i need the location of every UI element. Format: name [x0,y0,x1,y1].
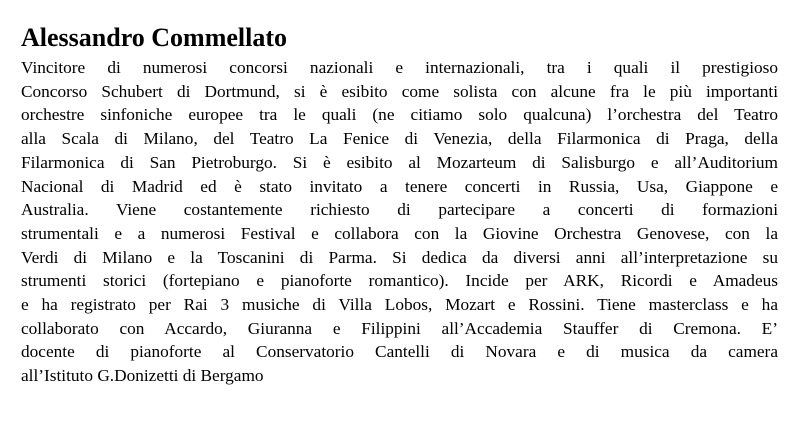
paragraph-line: alla Scala di Milano, del Teatro La Fenice di Venezia, della Filarmonica di Praga, della [21,129,778,149]
paragraph-line: Verdi di Milano e la Toscanini di Parma. Si dedica da diversi anni all’interpretazione su [21,247,778,267]
paragraph-line: Vincitore di numerosi concorsi nazionali e internazionali, tra i quali il prestigioso [21,58,778,77]
document-title: Alessandro Commellato [21,23,288,52]
paragraph-line: e ha registrato per Rai 3 musiche di Villa Lobos, Mozart e Rossini. Tiene masterclass e ha [21,295,778,315]
paragraph-line: Concorso Schubert di Dortmund, si è esibito come solista con alcune fra le più importanti [21,81,778,101]
paragraph-line: strumentali e a numerosi Festival e collabora con la Giovine Orchestra Genovese, con la [21,223,778,243]
paragraph-line: Australia. Viene costantemente richiesto di partecipare a concerti di formazioni [21,200,778,220]
paragraph-line: strumenti storici (fortepiano e pianoforte romantico). Incide per ARK, Ricordi e Amadeus [21,271,778,291]
paragraph-line: orchestre sinfoniche europee tra le quali (ne citiamo solo qualcuna) l’orchestra del Teatro [21,105,778,125]
biography-paragraph [21,56,778,388]
paragraph-line: collaborato con Accardo, Giuranna e Filippini all’Accademia Stauffer di Cremona. E’ [21,318,778,338]
document [21,22,778,388]
paragraph-line: all’Istituto G.Donizetti di Bergamo [21,366,264,386]
paragraph-line: docente di pianoforte al Conservatorio Cantelli di Novara e di musica da camera [21,342,778,362]
paragraph-line: Filarmonica di San Pietroburgo. Si è esibito al Mozarteum di Salisburgo e all’Auditorium [21,152,778,172]
paragraph-line: Nacional di Madrid ed è stato invitato a tenere concerti in Russia, Usa, Giappone e [21,176,778,196]
